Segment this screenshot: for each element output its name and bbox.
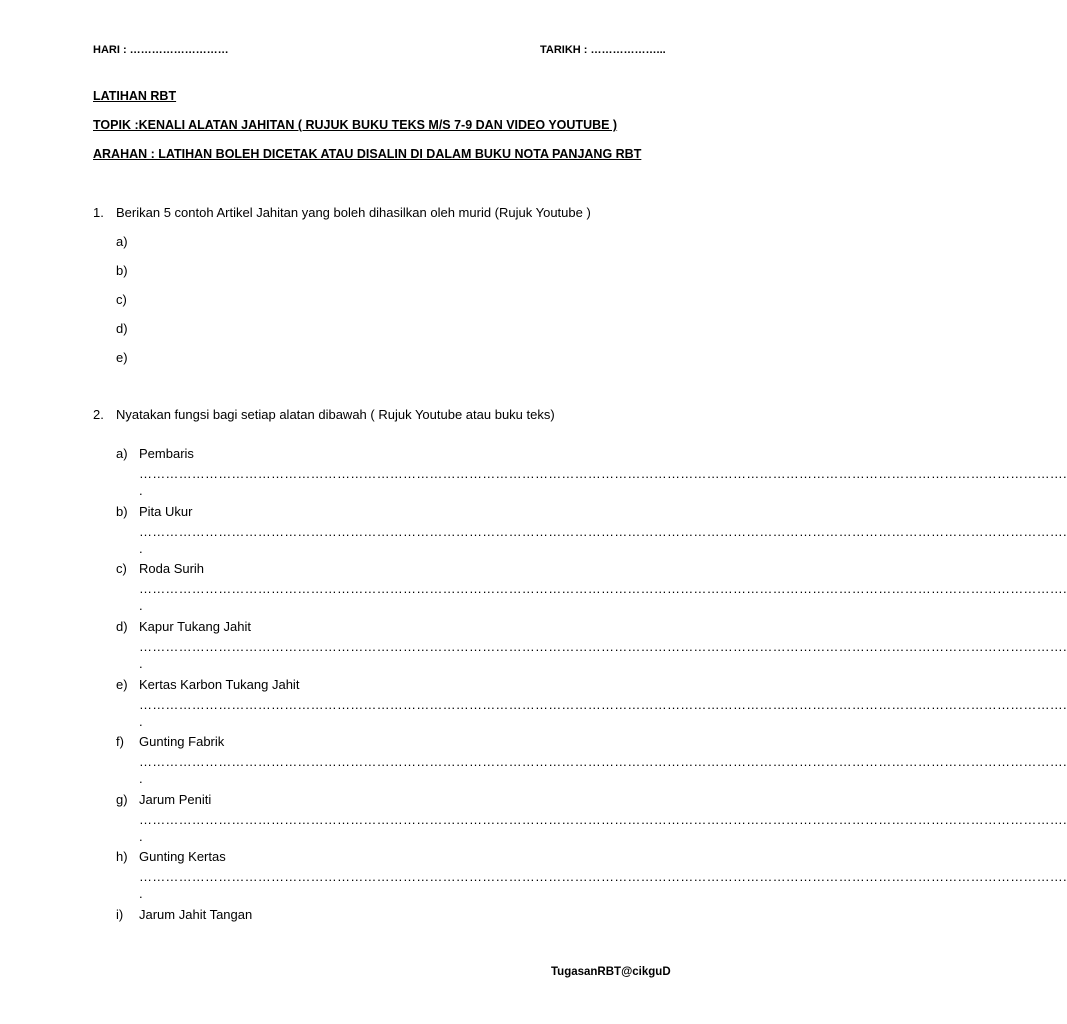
answer-dotted-line: …………………………………………………………………………………………………………………………………………………………………………………………. (139, 639, 1067, 654)
worksheet-title: LATIHAN RBT (93, 89, 177, 103)
item-letter: e) (116, 677, 128, 692)
item-label: Jarum Jahit Tangan (139, 907, 253, 922)
item-label: Pembaris (139, 446, 194, 461)
answer-dotted-line: …………………………………………………………………………………………………………………………………………………………………………………………. (139, 812, 1067, 827)
answer-line-end: . (139, 541, 143, 556)
item-letter: i) (116, 907, 124, 922)
answer-dotted-line: …………………………………………………………………………………………………………………………………………………………………………………………. (139, 581, 1067, 596)
question-1-option-b: b) (116, 263, 128, 278)
answer-line-end: . (139, 771, 143, 786)
item-letter: a) (116, 446, 128, 461)
instruction-line: ARAHAN : LATIHAN BOLEH DICETAK ATAU DISALIN DI DALAM BUKU NOTA PANJANG RBT (93, 147, 642, 161)
answer-line-end: . (139, 714, 143, 729)
answer-line-end: . (139, 598, 143, 613)
answer-line-end: . (139, 483, 143, 498)
tarikh-field: TARIKH : ………………... (540, 44, 666, 56)
item-letter: f) (116, 734, 124, 749)
item-label: Kertas Karbon Tukang Jahit (139, 677, 300, 692)
answer-line-end: . (139, 886, 143, 901)
answer-dotted-line: …………………………………………………………………………………………………………………………………………………………………………………………. (139, 524, 1067, 539)
item-letter: h) (116, 849, 128, 864)
item-label: Pita Ukur (139, 504, 193, 519)
question-2-text: Nyatakan fungsi bagi setiap alatan dibawah ( Rujuk Youtube atau buku teks) (116, 407, 555, 422)
item-letter: d) (116, 619, 128, 634)
item-label: Jarum Peniti (139, 792, 212, 807)
topic-line: TOPIK :KENALI ALATAN JAHITAN ( RUJUK BUKU TEKS M/S 7-9 DAN VIDEO YOUTUBE ) (93, 118, 618, 132)
item-label: Roda Surih (139, 561, 205, 576)
footer-credit: TugasanRBT@cikguD (551, 966, 671, 978)
question-1-number: 1. (93, 205, 104, 220)
item-letter: c) (116, 561, 127, 576)
answer-line-end: . (139, 656, 143, 671)
answer-dotted-line: …………………………………………………………………………………………………………………………………………………………………………………………. (139, 754, 1067, 769)
question-2-number: 2. (93, 407, 104, 422)
item-label: Gunting Fabrik (139, 734, 225, 749)
answer-dotted-line: …………………………………………………………………………………………………………………………………………………………………………………………. (139, 869, 1067, 884)
answer-dotted-line: …………………………………………………………………………………………………………………………………………………………………………………………. (139, 466, 1067, 481)
item-letter: b) (116, 504, 128, 519)
answer-line-end: . (139, 829, 143, 844)
answer-dotted-line: …………………………………………………………………………………………………………………………………………………………………………………………. (139, 697, 1067, 712)
item-label: Kapur Tukang Jahit (139, 619, 252, 634)
item-label: Gunting Kertas (139, 849, 226, 864)
question-1-option-a: a) (116, 234, 128, 249)
question-1-option-d: d) (116, 321, 128, 336)
question-1-option-e: e) (116, 350, 128, 365)
question-1-text: Berikan 5 contoh Artikel Jahitan yang boleh dihasilkan oleh murid (Rujuk Youtube ) (116, 205, 591, 220)
question-1-option-c: c) (116, 292, 127, 307)
hari-field: HARI : ……………………… (93, 44, 229, 56)
item-letter: g) (116, 792, 128, 807)
